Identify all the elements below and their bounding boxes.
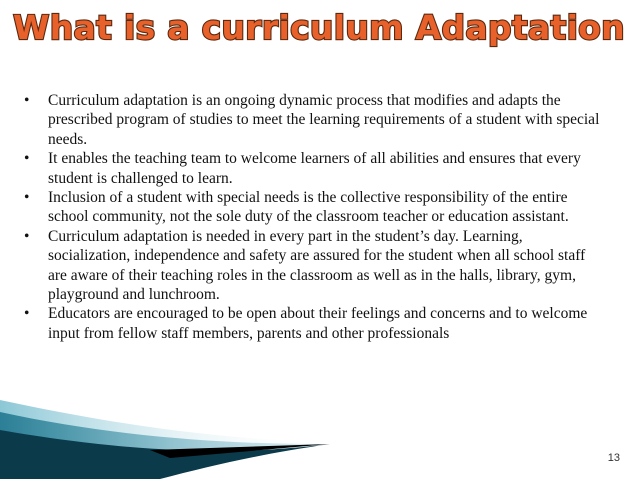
slide-title: What is a curriculum Adaptation <box>13 8 625 47</box>
bullet-item <box>24 188 604 227</box>
bullet-text: It enables the teaching team to welcome learners of all abilities and ensures that every student is challenged to learn. <box>48 150 581 187</box>
bullet-icon: • <box>24 305 30 323</box>
bullet-text: Inclusion of a student with special needs is the collective responsibility of the entire school community, not the sole duty of the classroom teacher or education assistant. <box>48 189 569 226</box>
page-number: 13 <box>607 452 620 464</box>
bullet-text: Curriculum adaptation is an ongoing dynamic process that modifies and adapts the prescribed program of studies to meet the learning requirements of a student with special needs. <box>48 92 600 148</box>
bullet-icon: • <box>24 92 30 109</box>
bullet-item <box>24 91 604 149</box>
bullet-item <box>24 304 604 343</box>
bullet-item <box>24 149 604 188</box>
bullet-item <box>24 227 604 305</box>
swoosh-decoration <box>0 400 638 479</box>
bullet-icon: • <box>24 227 30 245</box>
bullet-text: Curriculum adaptation is needed in every part in the student’s day. Learning, socialization, independence and safety are assured for the student when all school staff are aware of their teaching roles in the classroom as well as in the halls, library, gym, playground and lunchroom. <box>48 227 586 304</box>
bullet-list <box>24 91 604 343</box>
bullet-icon: • <box>24 189 30 207</box>
bullet-icon: • <box>24 150 30 168</box>
bullet-text: Educators are encouraged to be open about their feelings and concerns and to welcome input from fellow staff members, parents and other professionals <box>48 305 588 342</box>
